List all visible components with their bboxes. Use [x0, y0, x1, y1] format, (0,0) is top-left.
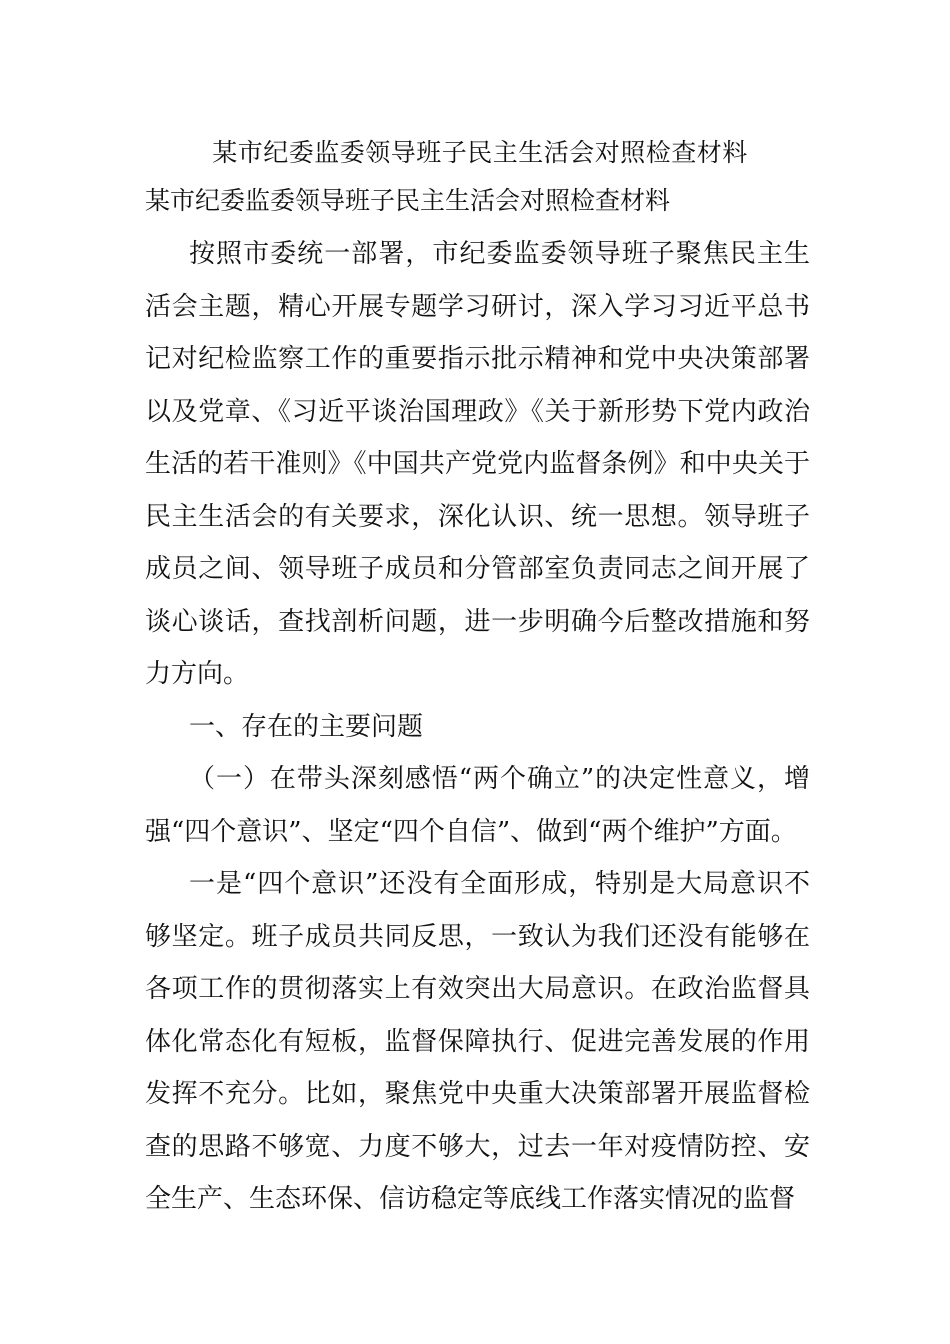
subsection-heading: （一）在带头深刻感悟“两个确立”的决定性意义，增强“四个意识”、坚定“四个自信”、做到“两个维护”方面。 [145, 764, 810, 847]
document-title: 某市纪委监委领导班子民主生活会对照检查材料 [212, 138, 748, 167]
body-paragraph: 一是“四个意识”还没有全面形成，特别是大局意识不够坚定。班子成员共同反思，一致认为我们还没有能够在各项工作的贯彻落实上有效突出大局意识。在政治监督具体化常态化有短板，监督保障执行、促进完善发展的作用发挥不充分。比如，聚焦党中央重大决策部署开展监督检查的思路不够宽、力度不够大，过去一年对疫情防控、安全生产、生态环保、信访稳定等底线工作落实情况的监督 [145, 869, 810, 1214]
section-heading: 一、存在的主要问题 [189, 711, 424, 742]
document-body [145, 228, 810, 1226]
document-subtitle: 某市纪委监委领导班子民主生活会对照检查材料 [145, 186, 671, 215]
intro-paragraph: 按照市委统一部署，市纪委监委领导班子聚焦民主生活会主题，精心开展专题学习研讨，深入学习习近平总书记对纪检监察工作的重要指示批示精神和党中央决策部署以及党章、《习近平谈治国理政》《关于新形势下党内政治生活的若干准则》《中国共产党党内监督条例》和中央关于民主生活会的有关要求，深化认识、统一思想。领导班子成员之间、领导班子成员和分管部室负责同志之间开展了谈心谈话，查找剖析问题，进一步明确今后整改措施和努力方向。 [145, 239, 810, 689]
